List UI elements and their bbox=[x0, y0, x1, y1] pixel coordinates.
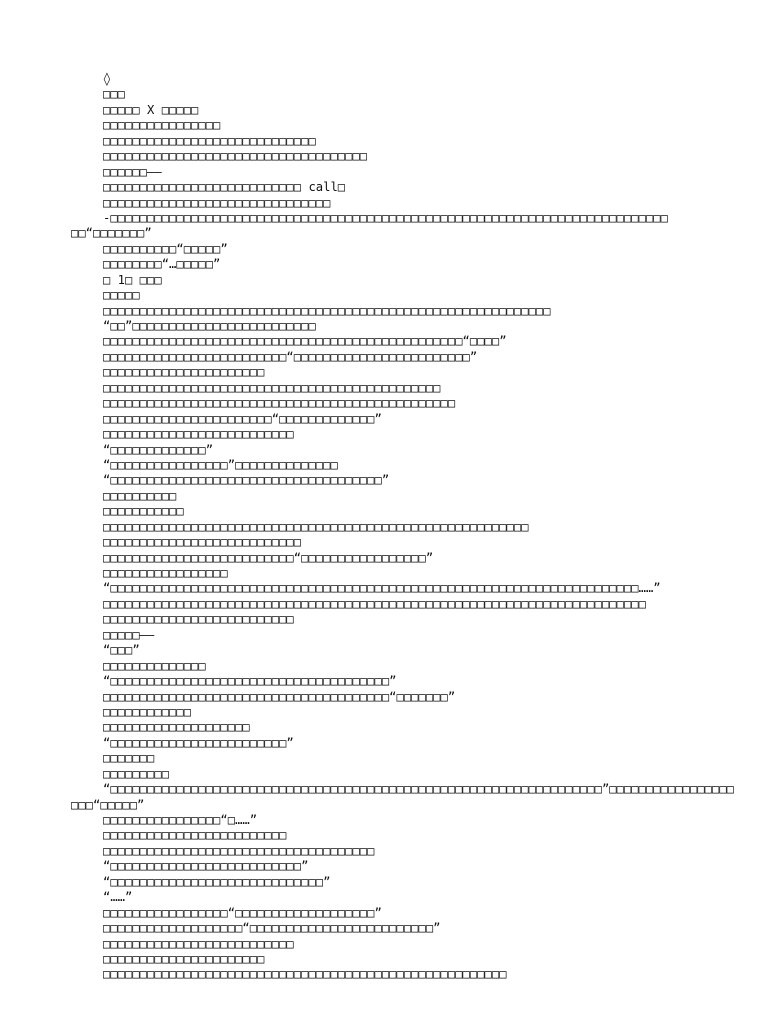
text-line: □□□ bbox=[103, 87, 126, 102]
text-line: “□□□□□□□□□□□□□□□□□□□□□□□□□□” bbox=[103, 859, 309, 874]
text-line: “□□□” bbox=[103, 643, 140, 658]
text-line: “……” bbox=[103, 890, 133, 905]
text-line: □□□□□□□□□□□□□□ bbox=[103, 658, 206, 673]
text-line: □□□□□□□□□□“□□□□□” bbox=[103, 241, 228, 256]
text-line: □□□□□□□□□□□□□□□□□□□□□□□□□□□□□□□□□□□□□□□□□□□□□□□□□□□□□□□□□□□□□ bbox=[103, 303, 551, 318]
text-line: □□□□□□□□□□□□□□□□□□□□□□□“□□□□□□□□□□□□□” bbox=[103, 411, 382, 426]
text-line: □□□□□□□□□□□□□□□□□□□□□□□□□□□ bbox=[103, 535, 302, 550]
text-line: □□□□□□□□□□□ bbox=[103, 504, 184, 519]
text-line-continuation: □□□“□□□□□” bbox=[71, 797, 145, 812]
text-line: □□□□□□□□□□□□□□□□□ bbox=[103, 566, 228, 580]
text-line: □ 1□ □□□ bbox=[103, 272, 162, 287]
text-line: “□□□□□□□□□□□□□□□□□□□□□□□□□□□□□□□□□□□□□□” bbox=[103, 674, 397, 689]
text-line: □□□□□□□□□□□□□□□□□□□□□□□□□“□□□□□□□□□□□□□□□□□□□□□□□□” bbox=[103, 349, 478, 364]
text-line: □□□□□□□□□□□□□□□□□□□□□□□□□□ bbox=[103, 936, 294, 951]
document-mark: ◊ bbox=[103, 72, 111, 87]
text-line: □□□□□□□□□□□□□□□□□□□□□□□□□□“□□□□□□□□□□□□□□□□□” bbox=[103, 550, 434, 565]
text-line: □□□□□□□□□□□□□□□□□□□□□□□□□□□□□□□□□□□□□□□“□□□□□□□” bbox=[103, 689, 456, 704]
text-line: □□□□□□□□□□ bbox=[103, 488, 177, 503]
text-line: □□□□□□□□□□□□□□□□□□□□□□□□□□□□□□□□□□□□□□□□□□□□□□ bbox=[103, 380, 441, 395]
text-line: □□□□□□□□□□□□□□□□ bbox=[103, 118, 221, 133]
text-line: □□□□□□□□□□□□□□□□□□□□□□□□□□ bbox=[103, 427, 294, 442]
text-line: □□□□□□□ bbox=[103, 751, 155, 766]
text-line: □□□□□□—— bbox=[103, 164, 162, 179]
text-line: □□□□□□□□□□□□ bbox=[103, 704, 192, 719]
text-line: □□□□□□□□□ bbox=[103, 766, 170, 781]
text-line-continuation: □□“□□□□□□□” bbox=[71, 226, 152, 241]
text-line: -□□□□□□□□□□□□□□□□□□□□□□□□□□□□□□□□□□□□□□□□□□□□□□□□□□□□□□□□□□□□□□□□□□□□□□□□□□□□ bbox=[103, 210, 668, 225]
text-line: □□□□□□□□□□□□□□□□□□□□□□□□□□□□□□□□□□□□□□□□□□□□□□□□ bbox=[103, 396, 456, 411]
text-line: □□□□□□□□“…□□□□□” bbox=[103, 257, 221, 272]
text-line: “□□□□□□□□□□□□□□□□□□□□□□□□□□□□□□□□□□□□□□□□□□□□□□□□□□□□□□□□□□□□□□□□□□□”□□□□□□□□□□□□□□□□□ bbox=[103, 782, 735, 797]
text-line: □□□□□□□□□□□□□□□□□□□□□□□□□□ bbox=[103, 612, 294, 627]
text-line: “□□□□□□□□□□□□□□□□□□□□□□□□” bbox=[103, 735, 294, 750]
text-line: “□□□□□□□□□□□□□□□□□□□□□□□□□□□□□□□□□□□□□” bbox=[103, 473, 390, 488]
text-line: □□□□□□□□□□□□□□□□□□□□□□□□□□□□□□□□□□□□□□□□□□□□□□□□□□□□□□□ bbox=[103, 967, 507, 982]
text-line: □□□□□□□□□□□□□□□□□□□□□□□□□□□□□□□□□□□□□□□□□□□□□□□□□“□□□□” bbox=[103, 334, 507, 349]
text-line: □□□□□□□□□□□□□□□□□□□□□□□□□□□□□□□□□□□□□□□□□□□□□□□□□□□□□□□□□□□□□□□□□□□□□□□□□□ bbox=[103, 596, 646, 611]
text-line: □□□□□□□□□□□□□□□□□□□□□□□□□□□□□□□□□□□□ bbox=[103, 149, 368, 164]
document-body bbox=[0, 72, 768, 983]
text-line: □□□□□—— bbox=[103, 627, 155, 642]
text-line: □□□□□□□□□□□□□□□□□□□□□□ bbox=[103, 365, 265, 380]
text-line: □□□□□□□□□□□□□□□□□□□□□□□□□□□□□ bbox=[103, 133, 316, 148]
text-line: □□□□□□□□□□□□□□□□□□□□□□□□□□□□□□□□□□□□□□□□□□□□□□□□□□□□□□□□□□ bbox=[103, 519, 529, 534]
text-line: “□□□□□□□□□□□□□□□□”□□□□□□□□□□□□□□ bbox=[103, 457, 338, 472]
text-line: □□□□□□□□□□□□□□□□“□……” bbox=[103, 813, 258, 827]
text-line: □□□□□□□□□□□□□□□□□□□□□□ bbox=[103, 951, 265, 966]
text-line: □□□□□□□□□□□□□□□□□□□□□□□□□□□□□□□ bbox=[103, 195, 331, 210]
text-line: □□□□□ bbox=[103, 288, 140, 303]
text-line: □□□□□□□□□□□□□□□□□□□□□□□□□ bbox=[103, 828, 287, 843]
text-line: □□□□□ X □□□□□ bbox=[103, 102, 199, 117]
text-line: “□□□□□□□□□□□□□” bbox=[103, 442, 214, 457]
text-line: □□□□□□□□□□□□□□□□□□□□□□□□□□□ call□ bbox=[103, 180, 346, 195]
text-line: □□□□□□□□□□□□□□□□□“□□□□□□□□□□□□□□□□□□□” bbox=[103, 905, 382, 920]
text-line: “□□□□□□□□□□□□□□□□□□□□□□□□□□□□□” bbox=[103, 874, 331, 889]
text-line: □□□□□□□□□□□□□□□□□□□□ bbox=[103, 720, 250, 735]
text-line: “□□□□□□□□□□□□□□□□□□□□□□□□□□□□□□□□□□□□□□□□□□□□□□□□□□□□□□□□□□□□□□□□□□□□□□□□……” bbox=[103, 581, 661, 596]
text-line: □□□□□□□□□□□□□□□□□□□“□□□□□□□□□□□□□□□□□□□□□□□□□” bbox=[103, 921, 441, 936]
text-line: “□□”□□□□□□□□□□□□□□□□□□□□□□□□□ bbox=[103, 319, 316, 333]
text-line: □□□□□□□□□□□□□□□□□□□□□□□□□□□□□□□□□□□□□ bbox=[103, 843, 375, 858]
